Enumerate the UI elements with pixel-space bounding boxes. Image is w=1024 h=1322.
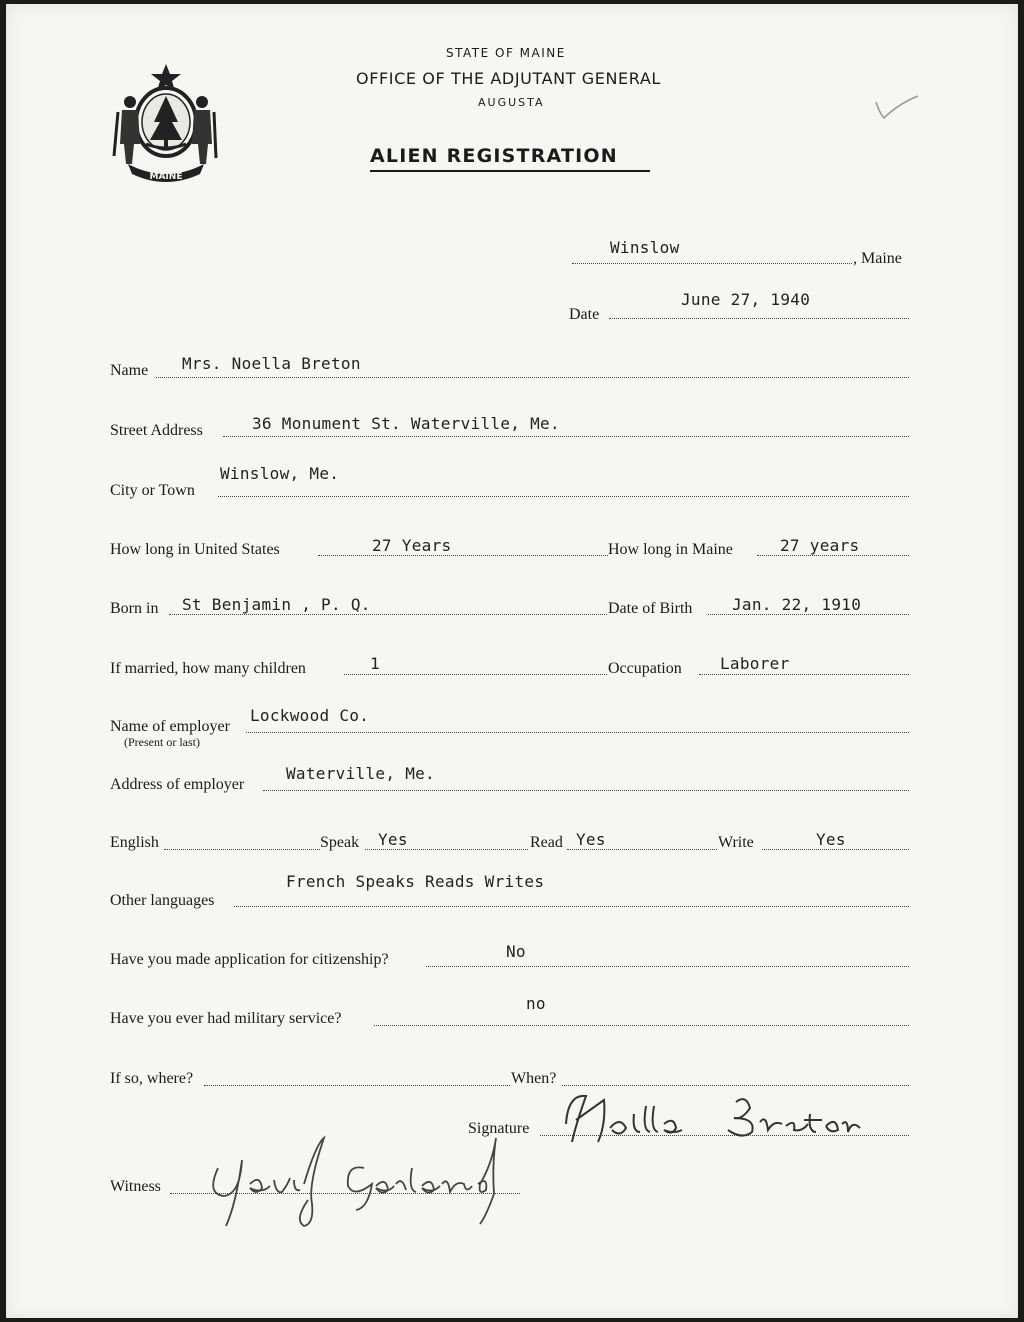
speak-value: Yes <box>378 830 408 849</box>
read-label: Read <box>530 834 563 851</box>
applicant-signature <box>546 1084 866 1154</box>
date-of-birth-line <box>708 614 909 615</box>
citizenship-line <box>426 966 909 967</box>
read-value: Yes <box>576 830 606 849</box>
how-long-maine-value: 27 years <box>780 536 860 555</box>
form-title: ALIEN REGISTRATION <box>370 145 618 167</box>
if-so-where-label: If so, where? <box>110 1070 194 1087</box>
title-underline <box>370 170 650 172</box>
citizenship-value: No <box>506 942 526 961</box>
write-label: Write <box>718 834 754 851</box>
how-long-us-value: 27 Years <box>372 536 452 555</box>
city-line <box>218 496 909 497</box>
street-address-line <box>223 436 909 437</box>
employer-name-value: Lockwood Co. <box>250 706 370 725</box>
date-line <box>609 318 909 319</box>
english-label: English <box>110 834 159 851</box>
date-of-birth-label: Date of Birth <box>608 600 693 617</box>
occupation-value: Laborer <box>720 654 790 673</box>
born-in-value: St Benjamin , P. Q. <box>182 595 371 614</box>
other-languages-value: French Speaks Reads Writes <box>286 872 545 891</box>
write-line <box>762 849 909 850</box>
city-heading: AUGUSTA <box>478 96 545 109</box>
born-in-line <box>169 614 607 615</box>
state-heading: STATE OF MAINE <box>446 46 566 60</box>
town-line <box>572 263 852 264</box>
office-heading: OFFICE OF THE ADJUTANT GENERAL <box>356 69 661 88</box>
check-mark-icon <box>872 92 922 122</box>
street-address-value: 36 Monument St. Waterville, Me. <box>252 414 560 433</box>
employer-address-value: Waterville, Me. <box>286 764 435 783</box>
english-line <box>164 849 320 850</box>
speak-line <box>365 849 528 850</box>
employer-name-label: Name of employer <box>110 718 230 735</box>
how-long-us-line <box>318 555 608 556</box>
signature-label: Signature <box>468 1120 530 1137</box>
occupation-line <box>699 674 909 675</box>
other-languages-line <box>234 906 909 907</box>
street-address-label: Street Address <box>110 422 203 439</box>
witness-label: Witness <box>110 1178 161 1195</box>
how-long-us-label: How long in United States <box>110 541 280 558</box>
occupation-label: Occupation <box>608 660 682 677</box>
military-line <box>374 1025 909 1026</box>
registration-form-page <box>6 4 1018 1318</box>
svg-text:MAINE: MAINE <box>149 172 183 182</box>
how-long-maine-label: How long in Maine <box>608 541 733 558</box>
maine-state-seal-icon <box>108 60 224 188</box>
witness-signature <box>196 1124 526 1234</box>
date-of-birth-value: Jan. 22, 1910 <box>732 595 862 614</box>
employer-name-line <box>246 732 909 733</box>
town-value: Winslow <box>610 238 680 257</box>
city-label: City or Town <box>110 482 195 499</box>
military-label: Have you ever had military service? <box>110 1010 342 1027</box>
if-so-where-line <box>204 1085 510 1086</box>
name-line <box>156 377 909 378</box>
employer-note: (Present or last) <box>124 735 200 749</box>
employer-address-label: Address of employer <box>110 776 245 793</box>
city-value: Winslow, Me. <box>220 464 340 483</box>
children-line <box>344 674 607 675</box>
when-label: When? <box>511 1070 557 1087</box>
military-value: no <box>526 994 546 1013</box>
write-value: Yes <box>816 830 846 849</box>
maine-label: , Maine <box>853 250 902 267</box>
read-line <box>567 849 717 850</box>
other-languages-label: Other languages <box>110 892 215 909</box>
date-label: Date <box>569 306 600 323</box>
speak-label: Speak <box>320 834 360 851</box>
citizenship-label: Have you made application for citizenship? <box>110 951 389 968</box>
name-value: Mrs. Noella Breton <box>182 354 361 373</box>
name-label: Name <box>110 362 149 379</box>
children-value: 1 <box>370 654 380 673</box>
date-value: June 27, 1940 <box>681 290 811 309</box>
children-label: If married, how many children <box>110 660 306 677</box>
how-long-maine-line <box>757 555 909 556</box>
born-in-label: Born in <box>110 600 159 617</box>
employer-address-line <box>263 790 909 791</box>
